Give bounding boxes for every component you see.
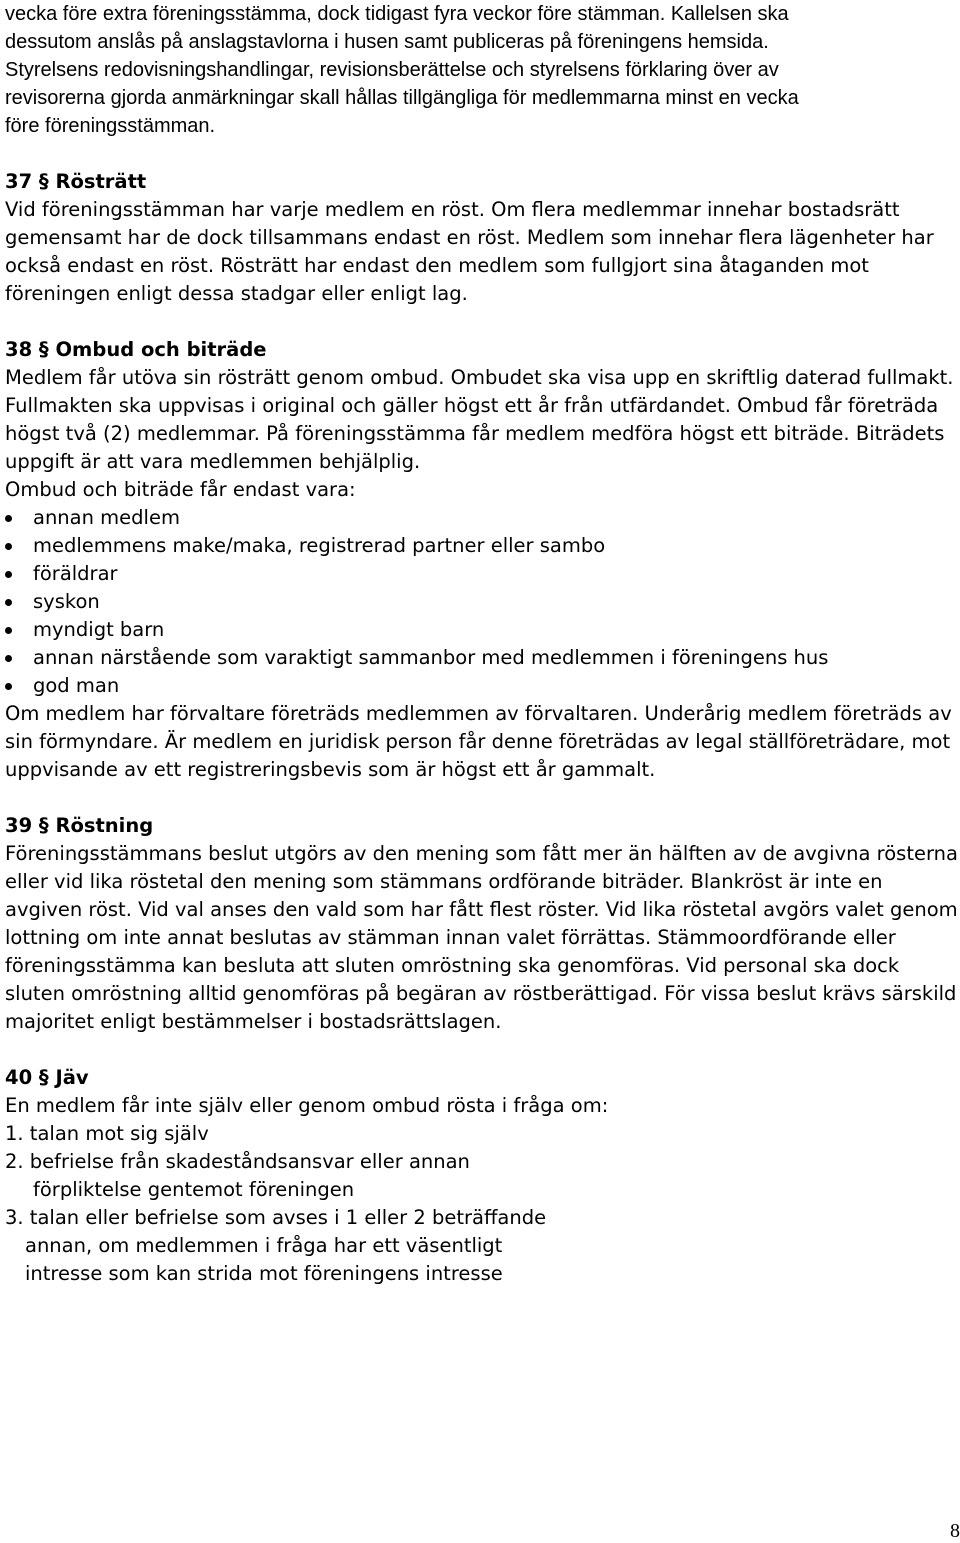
section-38-after: Om medlem har förvaltare företräds medlemmen av förvaltaren. Underårig medlem företräds av sin förmyndare. Är medlem en juridisk person får denne företrädas av legal ställföreträdare, mot uppvisande av ett registreringsbevis som är högst ett år gammalt.: [5, 702, 952, 781]
section-38-title: 38 § Ombud och biträde: [5, 338, 267, 361]
section-37-body: Vid föreningsstämman har varje medlem en röst. Om flera medlemmar innehar bostadsrätt gemensamt har de dock tillsammans endast en röst. Medlem som innehar flera lägenheter har också endast en röst. Rösträtt har endast den medlem som fullgjort sina åtaganden mot föreningen enligt dessa stadgar eller enligt lag.: [5, 198, 934, 305]
section-40-intro: En medlem får inte själv eller genom ombud rösta i fråga om:: [5, 1094, 609, 1117]
bullet-icon: [5, 543, 12, 550]
list-item: annan närstående som varaktigt sammanbor med medlemmen i föreningens hus: [5, 644, 960, 672]
section-37-title: 37 § Rösträtt: [5, 170, 147, 193]
document-page: [5, 0, 960, 1288]
list-item: annan medlem: [5, 504, 960, 532]
list-item: 1. talan mot sig själv: [5, 1122, 209, 1145]
section-38-body: Medlem får utöva sin rösträtt genom ombud. Ombudet ska visa upp en skriftlig daterad fullmakt. Fullmakten ska uppvisas i original och gäller högst ett år från utfärdandet. Ombud får företräda högst två (2) medlemmar. På föreningsstämma får medlem medföra högst ett biträde. Biträdets uppgift är att vara medlemmen behjälplig.: [5, 366, 954, 473]
page-number: 8: [950, 1520, 960, 1542]
list-item: 2. befrielse från skadeståndsansvar eller annan: [5, 1150, 470, 1173]
list-item-continuation: förpliktelse gentemot föreningen: [33, 1178, 355, 1201]
list-item: myndigt barn: [5, 616, 960, 644]
intro-line: vecka före extra föreningsstämma, dock tidigast fyra veckor före stämman. Kallelsen ska: [5, 3, 789, 25]
conflict-list: [5, 1120, 960, 1288]
bullet-icon: [5, 571, 12, 578]
bullet-icon: [5, 627, 12, 634]
list-item: god man: [5, 672, 960, 700]
list-item: föräldrar: [5, 560, 960, 588]
intro-line: före föreningsstämman.: [5, 115, 216, 137]
section-38-list-intro: Ombud och biträde får endast vara:: [5, 478, 356, 501]
representative-list: [5, 504, 960, 700]
intro-line: dessutom anslås på anslagstavlorna i husen samt publiceras på föreningens hemsida.: [5, 31, 769, 53]
section-39-title: 39 § Röstning: [5, 814, 154, 837]
list-item: 3. talan eller befrielse som avses i 1 eller 2 beträffande: [5, 1206, 547, 1229]
section-40-title: 40 § Jäv: [5, 1066, 89, 1089]
list-item: medlemmens make/maka, registrerad partner eller sambo: [5, 532, 960, 560]
bullet-icon: [5, 599, 12, 606]
bullet-icon: [5, 683, 12, 690]
intro-line: Styrelsens redovisningshandlingar, revisionsberättelse och styrelsens förklaring över av: [5, 59, 779, 81]
intro-line: revisorerna gjorda anmärkningar skall hållas tillgängliga för medlemmarna minst en vecka: [5, 87, 799, 109]
bullet-icon: [5, 515, 12, 522]
list-item-continuation: annan, om medlemmen i fråga har ett väsentligt: [25, 1234, 503, 1257]
list-item-continuation: intresse som kan strida mot föreningens intresse: [25, 1262, 503, 1285]
bullet-icon: [5, 655, 12, 662]
list-item: syskon: [5, 588, 960, 616]
section-39-body: Föreningsstämmans beslut utgörs av den mening som fått mer än hälften av de avgivna rösterna eller vid lika röstetal den mening som stämmans ordförande biträder. Blankröst är inte en avgiven röst. Vid val anses den vald som har fått flest röster. Vid lika röstetal avgörs valet genom lottning om inte annat beslutas av stämman innan valet förrättas. Stämmoordförande eller föreningsstämma kan besluta att sluten omröstning ska genomföras. Vid personal ska dock sluten omröstning alltid genomföras på begäran av röstberättigad. För vissa beslut krävs särskild majoritet enligt bestämmelser i bostadsrättslagen.: [5, 842, 958, 1033]
intro-paragraph: [5, 0, 960, 140]
